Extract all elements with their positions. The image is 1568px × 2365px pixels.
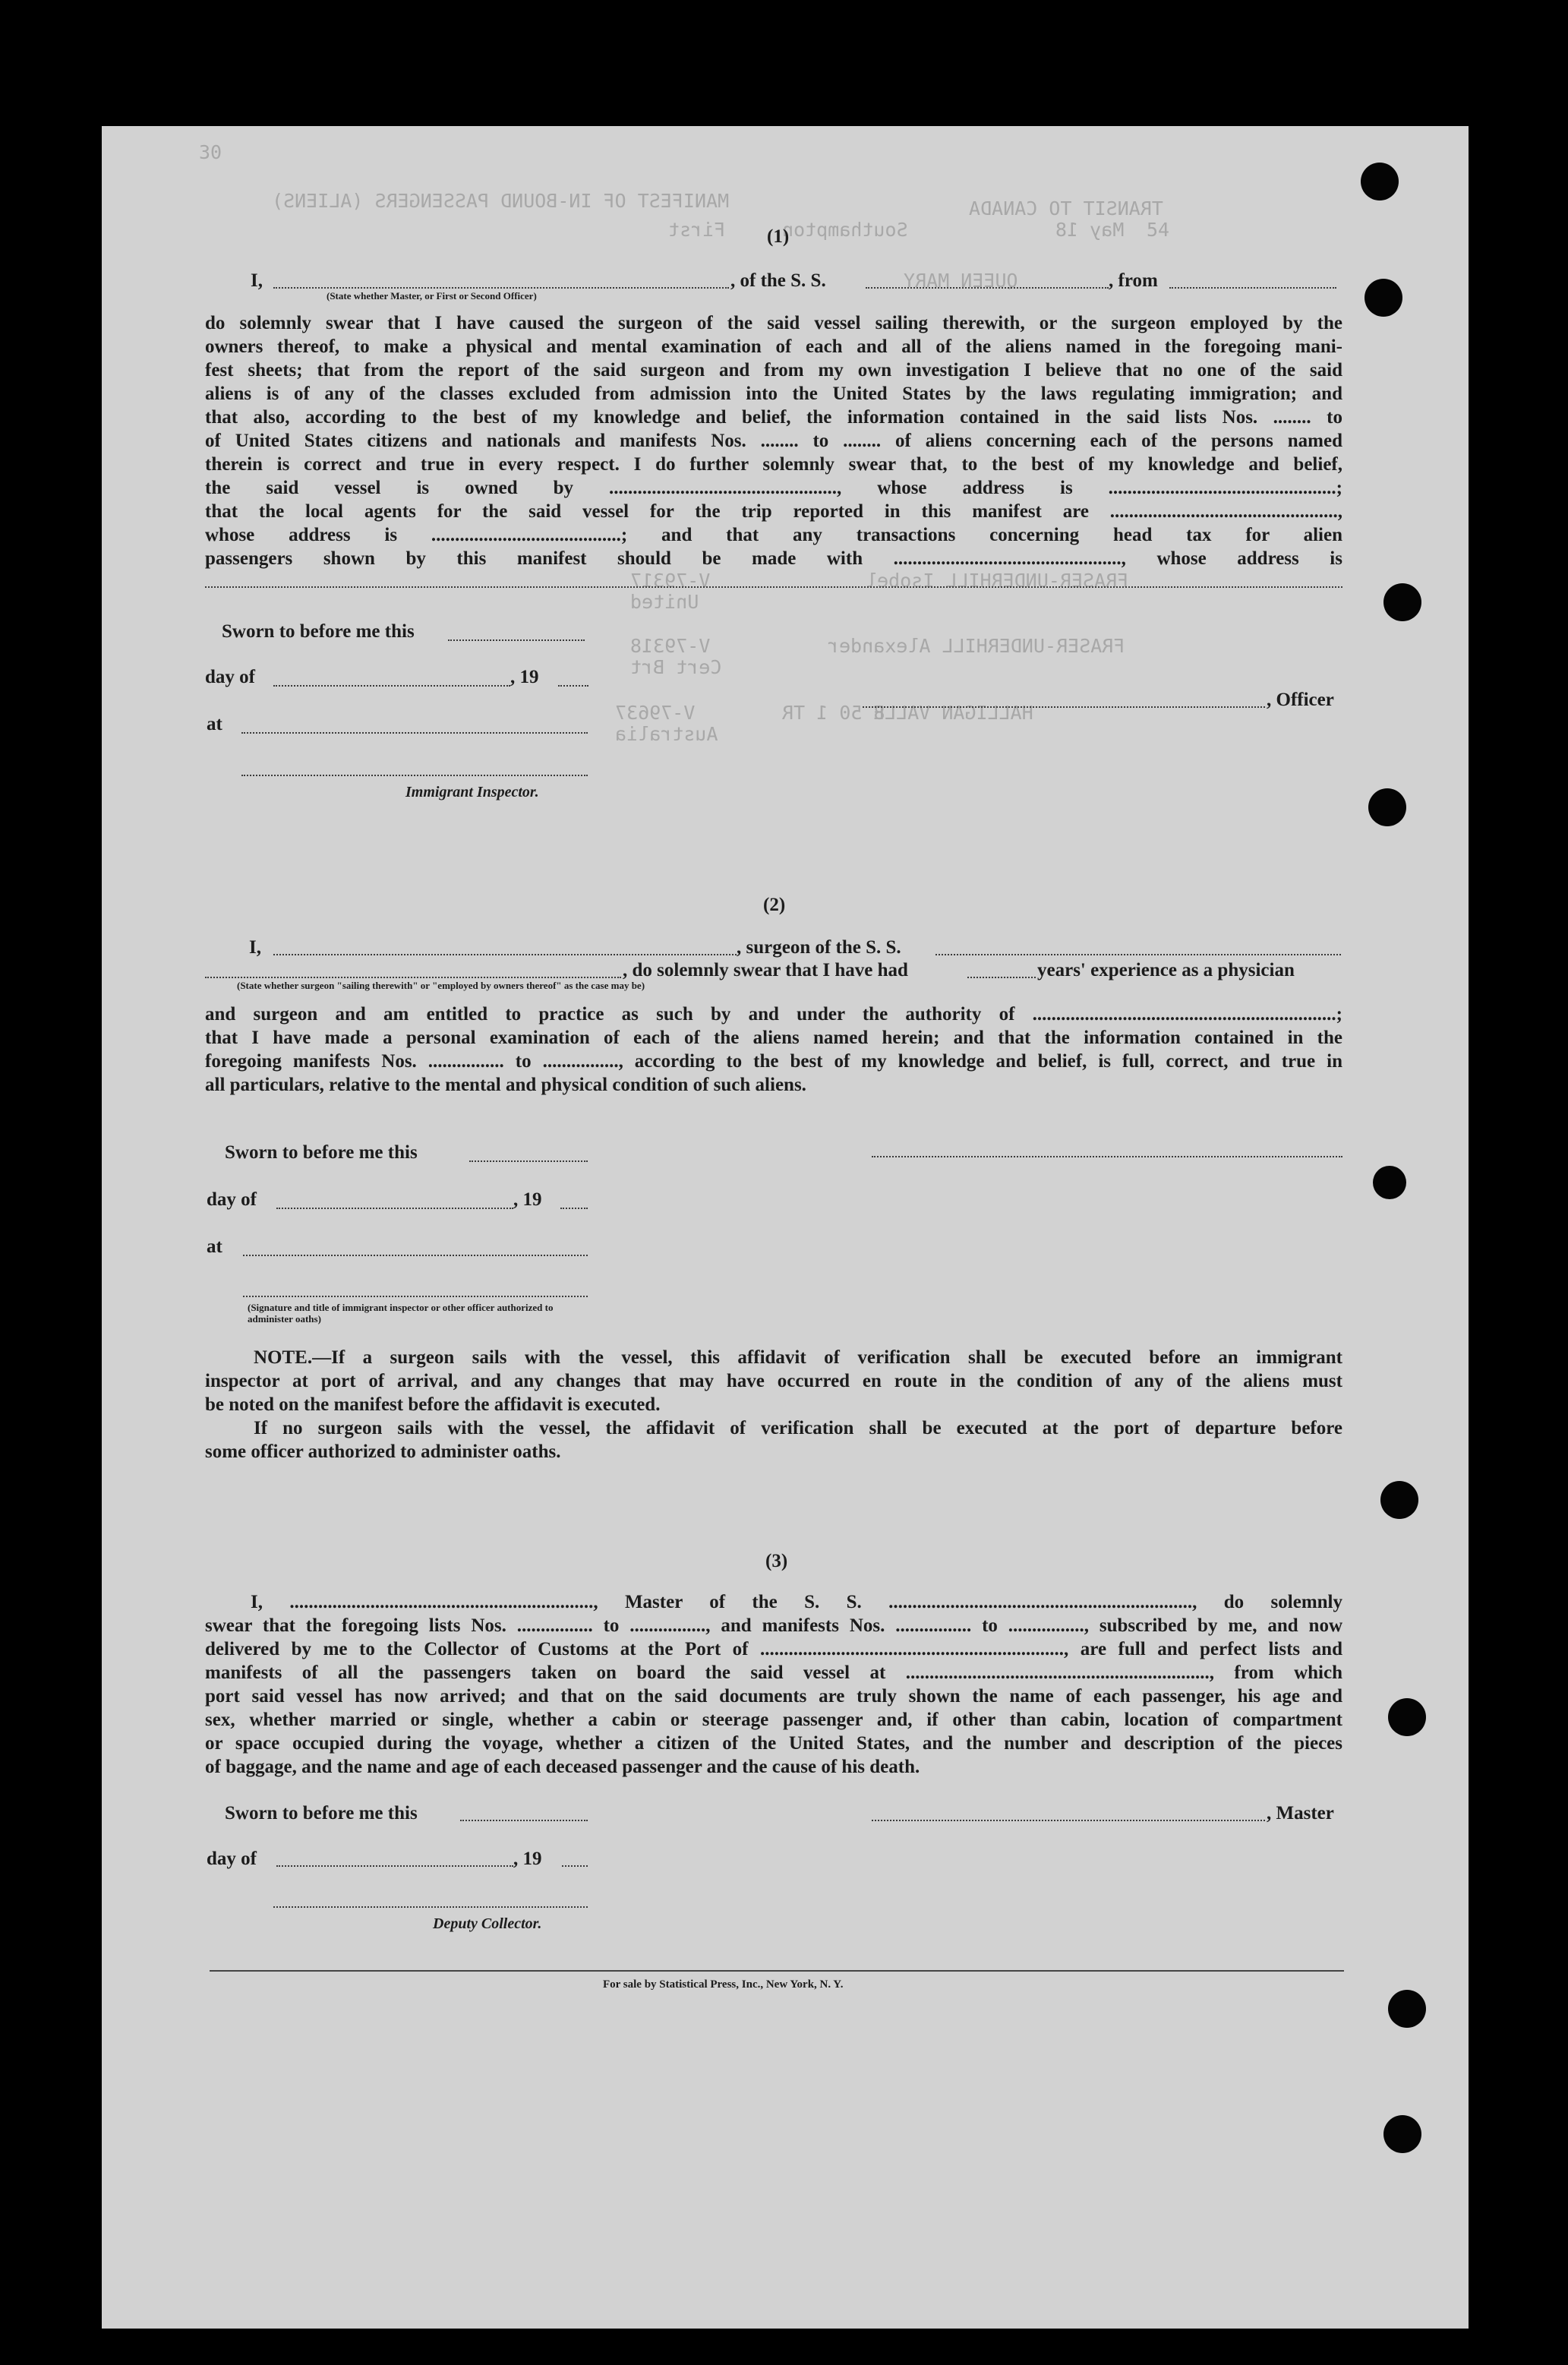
section-3-oath-text: I, ................................................................, Master of the S. S. ................................................................, do solemnly swear that the foregoing lists Nos. ................ to ................, and manifests Nos. ................ to ................, subscribed by me, and now delivered by me to the Collector of Customs at the Port of ................................................................, are full and perfect lists and manifests of all the passengers taken on board the said vessel at ................................................................, from which port said vessel has now arrived; and that on the said documents are truly shown the name of each passenger, his age and sex, whether married or single, whether a cabin or steerage passenger and, if other than cabin, location of compartment or space occupied during the voyage, whether a citizen of the United States, and the number and description of the pieces of baggage, and the name and age of each deceased passenger and the cause of his death.	[205, 1592, 1342, 1777]
footer-rule	[210, 1970, 1344, 1972]
day-of-label-2: day of	[207, 1189, 257, 1210]
oath-officer-signature-line[interactable]	[243, 1296, 588, 1297]
section-2-oath-text: and surgeon and am entitled to practice as such by and under the authority of ................................................................; that I have made a personal examination of each of the aliens named herein; and that the information contained in the foregoing manifests Nos. ................ to ................, according to the best of my knowledge and belief, is full, correct, and true in all particulars, relative to the mental and physical condition of such aliens.	[205, 1004, 1342, 1095]
day-of-field-2[interactable]	[276, 1208, 513, 1209]
years-experience-field[interactable]	[967, 977, 1036, 978]
year-field-3[interactable]	[562, 1865, 588, 1867]
binder-hole	[1383, 583, 1421, 621]
surgeon-type-field[interactable]	[205, 977, 621, 978]
from-label: , from	[1109, 270, 1158, 291]
binder-hole	[1373, 1166, 1406, 1199]
ship-name-typed: QUEEN MARY	[904, 270, 1018, 292]
binder-hole	[1383, 2115, 1421, 2153]
day-of-label-3: day of	[207, 1849, 257, 1869]
sworn-label-2: Sworn to before me this	[225, 1142, 418, 1163]
binder-hole	[1388, 1990, 1426, 2028]
surgeon-signature-line[interactable]	[872, 1156, 1342, 1157]
year-label-1: , 19	[510, 667, 539, 687]
sworn-day-field-1[interactable]	[448, 639, 585, 641]
surgeon-note-text: NOTE.—If a surgeon sails with the vessel, this affidavit of verification shall be executed before an immigrant inspector at port of arrival, and any changes that may have occurred en route in the condition of any of the aliens must be noted on the manifest before the affidavit is executed. If no surgeon sails with the vessel, the affidavit of verification shall be executed at the port of departure before some officer authorized to administer oaths.	[205, 1347, 1342, 1462]
sworn-label-3: Sworn to before me this	[225, 1803, 418, 1823]
officer-stamp-ghost: HALLIGAN VALLE	[873, 702, 1033, 724]
at-field-2[interactable]	[243, 1255, 588, 1256]
master-label: , Master	[1267, 1803, 1334, 1823]
surgeon-type-note: (State whether surgeon "sailing therewith" or "employed by owners thereof" as the case may be)	[237, 980, 645, 991]
manifest-title-stamp: MANIFEST OF IN-BOUND PASSENGERS (ALIENS)	[272, 190, 730, 212]
sworn-day-field-2[interactable]	[469, 1160, 588, 1162]
at-field-1[interactable]	[241, 732, 588, 734]
passenger-2-visa: V-79318	[630, 635, 711, 657]
binder-hole	[1365, 279, 1402, 317]
passenger-1-visa: V-79317	[630, 570, 711, 592]
binder-hole	[1361, 163, 1399, 201]
year-field-1[interactable]	[558, 685, 588, 687]
binder-hole	[1368, 788, 1406, 826]
at-label-2: at	[207, 1236, 222, 1257]
stamp-number: 30	[199, 141, 222, 163]
year-stamp: 54	[1147, 219, 1170, 241]
signature-title-note: (Signature and title of immigrant inspector or other officer authorized to administer oaths)	[248, 1302, 554, 1325]
officer-title-note: (State whether Master, or First or Second Officer)	[327, 290, 537, 302]
ship-name-field-1[interactable]	[866, 287, 1109, 289]
section-2-i-label: I,	[249, 937, 261, 958]
ship-name-field-2[interactable]	[935, 954, 1341, 955]
immigrant-inspector-label: Immigrant Inspector.	[405, 784, 539, 800]
section-3-heading: (3)	[765, 1551, 788, 1571]
footer-publisher: For sale by Statistical Press, Inc., New York, N. Y.	[603, 1978, 844, 1991]
sworn-label-1: Sworn to before me this	[222, 621, 415, 642]
passenger-2-note: Cert Brt	[630, 656, 722, 678]
passenger-2-typed: FRASER-UNDERHILL Alexander	[828, 635, 1125, 657]
port-stamp: Southampton	[782, 219, 908, 241]
master-signature-line[interactable]	[872, 1820, 1265, 1821]
transit-stamp: TRANSIT TO CANADA	[969, 197, 1163, 219]
passenger-3-note: Australia	[615, 723, 718, 745]
day-of-field-3[interactable]	[276, 1865, 513, 1867]
sworn-day-field-3[interactable]	[460, 1820, 588, 1821]
year-field-2[interactable]	[560, 1208, 588, 1209]
passenger-3-visa: V-79637	[615, 702, 696, 724]
from-port-field[interactable]	[1169, 287, 1336, 289]
section-1-heading: (1)	[767, 226, 790, 247]
of-ss-label: , of the S. S.	[730, 270, 826, 291]
at-label-1: at	[207, 714, 222, 734]
year-label-2: , 19	[513, 1189, 542, 1210]
year-label-3: , 19	[513, 1849, 542, 1869]
head-tax-address-field[interactable]	[205, 586, 1342, 588]
passenger-1-typed: FRASER-UNDERHILL Isobel	[866, 570, 1129, 592]
day-of-field-1[interactable]	[273, 685, 510, 687]
passenger-1-note: United	[630, 591, 699, 613]
officer-label: , Officer	[1267, 690, 1334, 710]
officer-signature-line[interactable]	[863, 706, 1265, 708]
deputy-collector-signature-line[interactable]	[273, 1906, 588, 1908]
day-of-label-1: day of	[205, 667, 255, 687]
officer-name-field[interactable]	[273, 287, 729, 289]
swear-label: , do solemnly swear that I have had	[623, 960, 908, 980]
binder-hole	[1380, 1481, 1418, 1519]
section-1-oath-text: do solemnly swear that I have caused the surgeon of the said vessel sailing therewith, or the surgeon employed by the owners thereof, to make a physical and mental examination of each and all of the aliens named in the foregoing mani- fest sheets; that from the report of the said surgeon and from my own investigation I believe that no one of the said aliens is of any of the classes excluded from admission into the United States by the laws regulating immigration; and that also, according to the best of my knowledge and belief, the information contained in the said lists Nos. ........ to of United States citizens and nationals and manifests Nos. ........ to ........ of aliens concerning each of the persons named therein is correct and true in every respect. I do further solemnly swear that, to the best of my knowledge and belief, the said vessel is owned by ................................................, whose address is ................................................; that the local agents for the said vessel for the trip reported in this manifest are ................................................, whose address is ........................................; and that any transactions concerning head tax for alien passengers shown by this manifest should be made with ................................................, whose address is	[205, 313, 1342, 569]
date-stamp: May 18	[1055, 219, 1125, 241]
deputy-collector-label: Deputy Collector.	[433, 1915, 542, 1932]
surgeon-of-label: , surgeon of the S. S.	[737, 937, 901, 958]
section-1-i-label: I,	[251, 270, 263, 291]
binder-hole	[1388, 1698, 1426, 1736]
surgeon-name-field[interactable]	[273, 954, 737, 955]
section-2-heading: (2)	[763, 895, 786, 915]
years-experience-label: years' experience as a physician	[1037, 960, 1295, 980]
inspector-signature-line[interactable]	[241, 775, 588, 776]
row-numbers-ghost: 8 50 1 TR	[782, 702, 885, 724]
class-stamp: First	[668, 219, 726, 241]
